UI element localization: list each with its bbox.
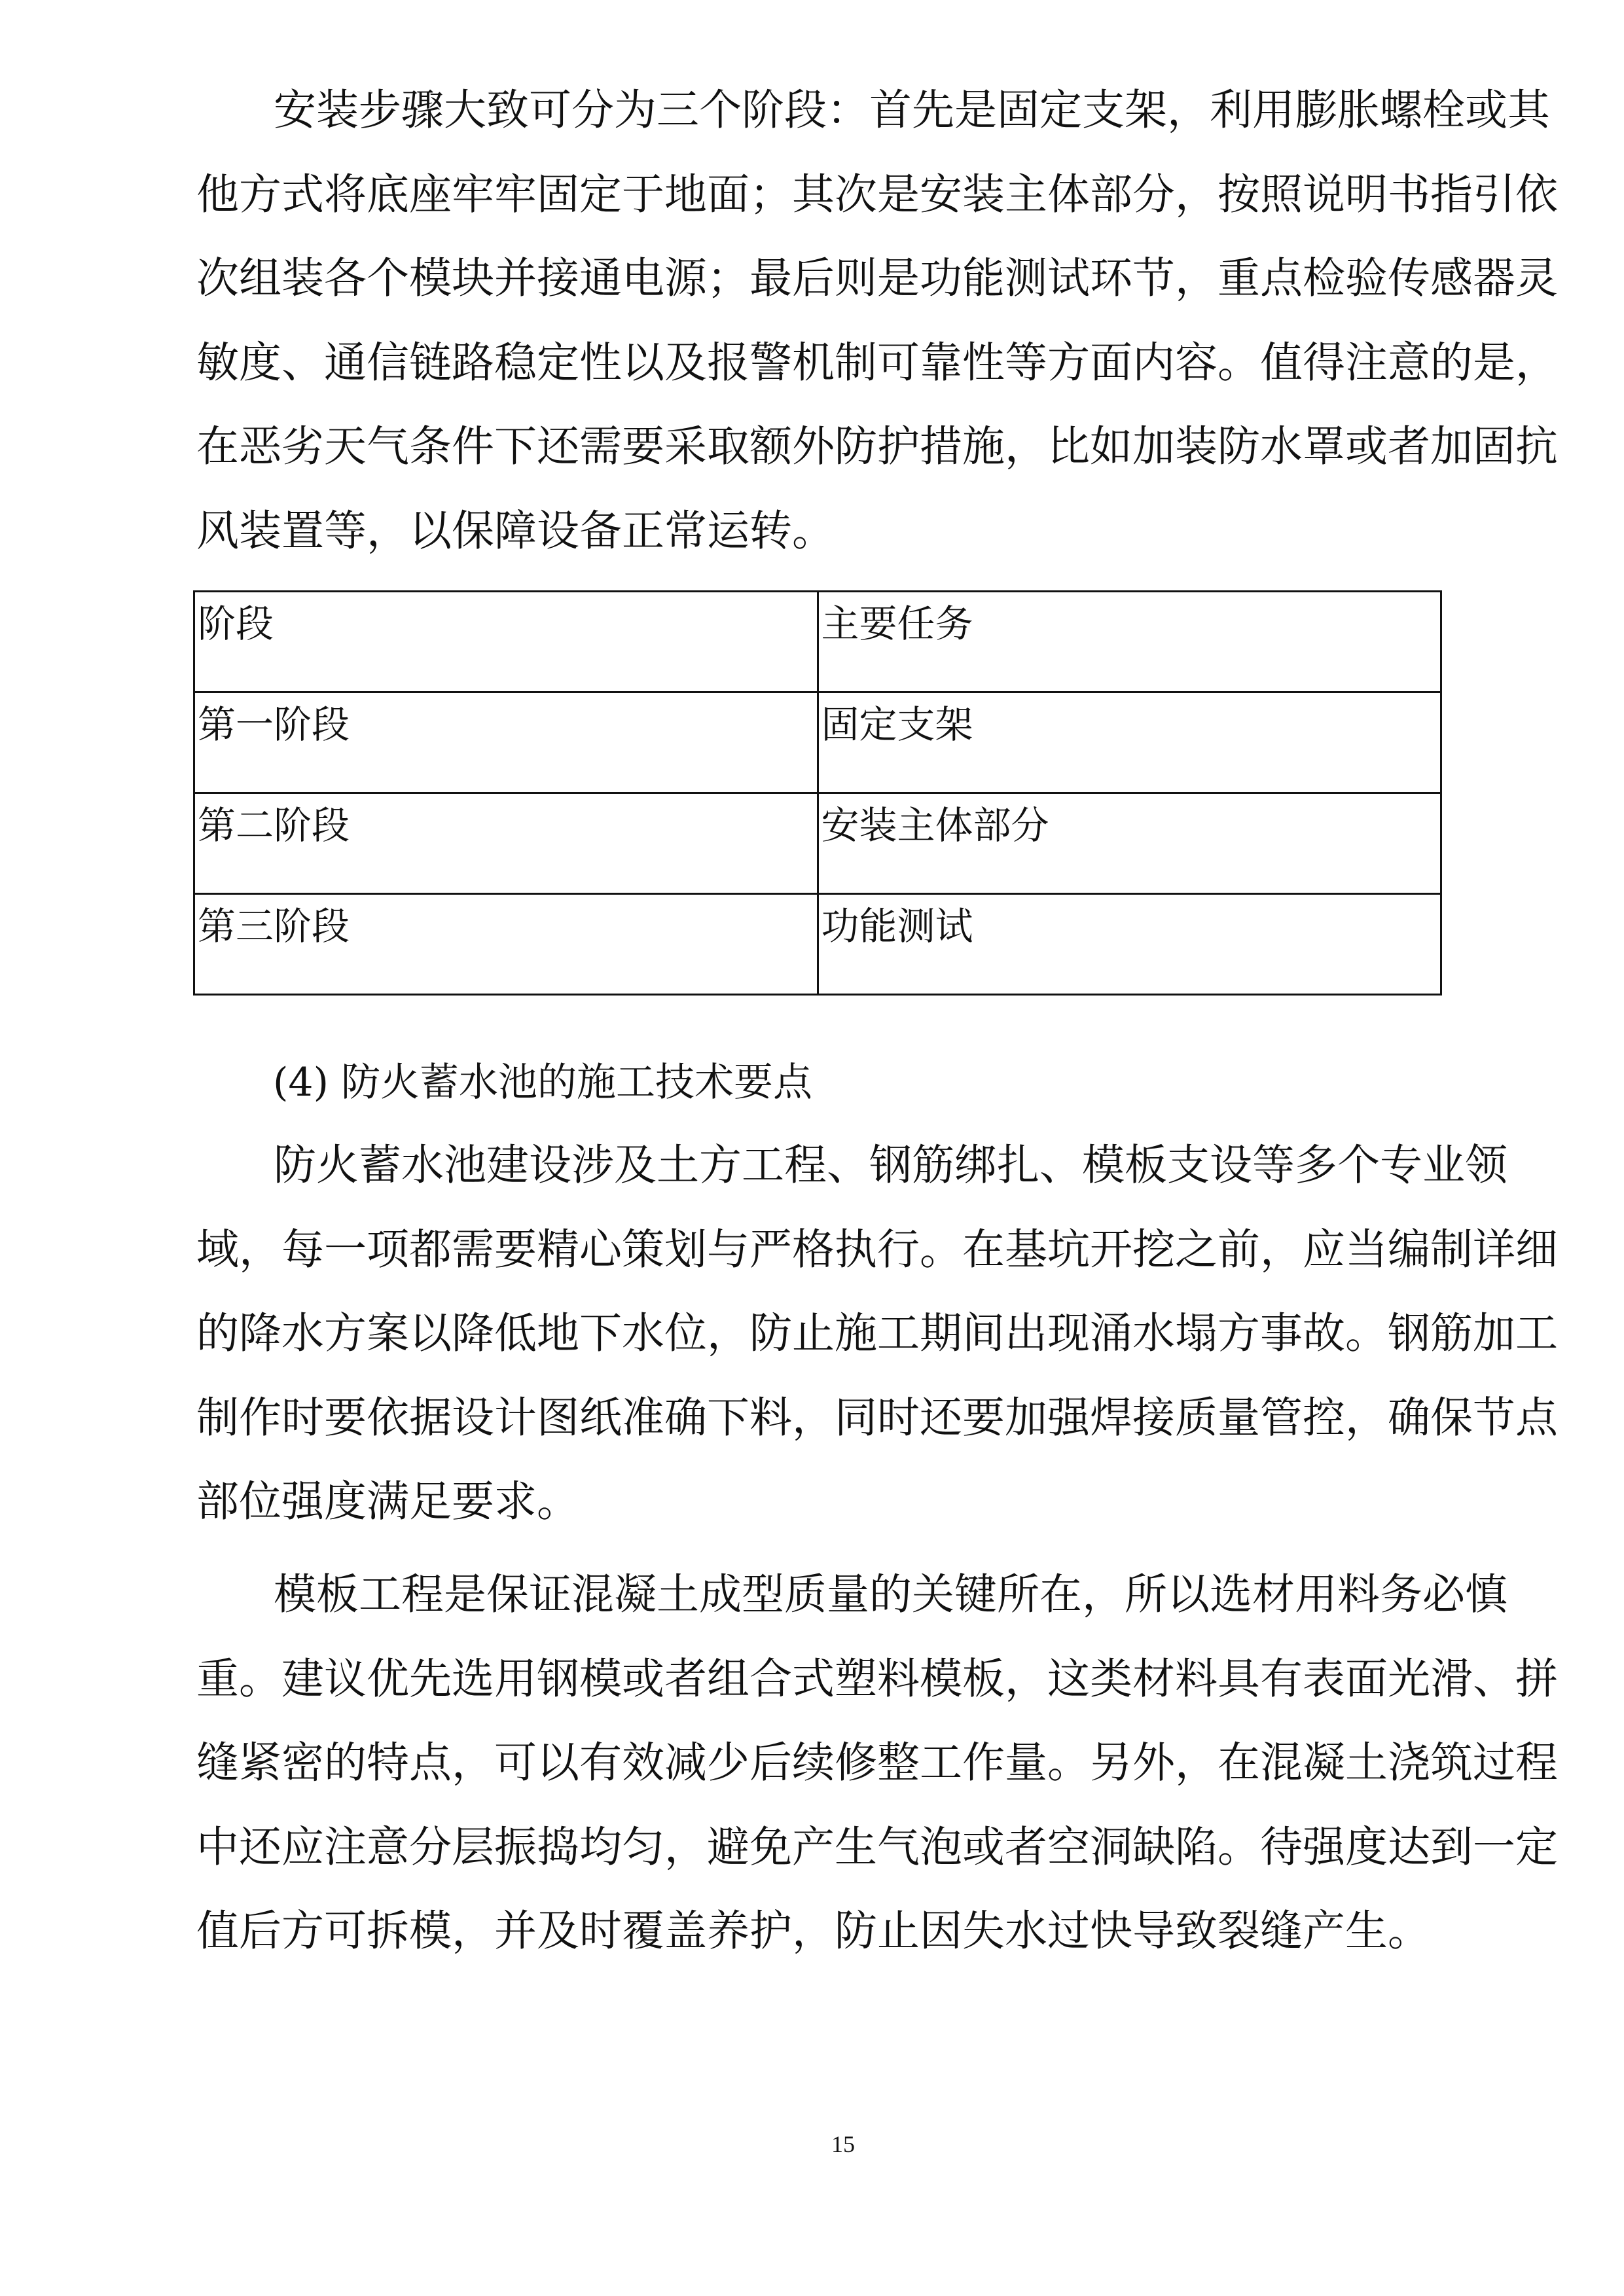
table-cell: 第二阶段 xyxy=(194,793,818,894)
table-header-row xyxy=(194,592,1441,692)
table-header-cell: 阶段 xyxy=(194,592,818,692)
table-cell: 固定支架 xyxy=(818,692,1441,793)
table-cell: 功能测试 xyxy=(818,894,1441,995)
text-line: 次组装各个模块并接通电源；最后则是功能测试环节，重点检验传感器灵 xyxy=(196,254,1559,303)
text-line: 值后方可拆模，并及时覆盖养护，防止因失水过快导致裂缝产生。 xyxy=(196,1907,1431,1956)
text-line: 的降水方案以降低地下水位，防止施工期间出现涌水塌方事故。钢筋加工 xyxy=(196,1309,1559,1358)
table-row xyxy=(194,793,1441,894)
text-line: 缝紧密的特点，可以有效减少后续修整工作量。另外，在混凝土浇筑过程 xyxy=(196,1738,1559,1787)
text-line: 防火蓄水池建设涉及土方工程、钢筋绑扎、模板支设等多个专业领 xyxy=(274,1141,1508,1190)
text-line: 部位强度满足要求。 xyxy=(196,1477,580,1526)
text-line: 风装置等，以保障设备正常运转。 xyxy=(196,506,835,556)
paragraph-installation-steps xyxy=(196,69,1559,573)
text-line: 制作时要依据设计图纸准确下料，同时还要加强焊接质量管控，确保节点 xyxy=(196,1393,1559,1443)
text-line: 中还应注意分层振捣均匀，避免产生气泡或者空洞缺陷。待强度达到一定 xyxy=(196,1822,1559,1872)
text-line: 域，每一项都需要精心策划与严格执行。在基坑开挖之前，应当编制详细 xyxy=(196,1225,1559,1274)
text-line: 重。建议优先选用钢模或者组合式塑料模板，这类材料具有表面光滑、拼 xyxy=(196,1654,1559,1704)
page-number: 15 xyxy=(831,2131,855,2157)
text-line: 在恶劣天气条件下还需要采取额外防护措施，比如加装防水罩或者加固抗 xyxy=(196,422,1559,471)
table-header-cell: 主要任务 xyxy=(818,592,1441,692)
section-heading: (4) 防火蓄水池的施工技术要点 xyxy=(273,1060,813,1105)
text-line: 模板工程是保证混凝土成型质量的关键所在，所以选材用料务必慎 xyxy=(274,1570,1508,1619)
table-row xyxy=(194,894,1441,995)
text-line: 他方式将底座牢牢固定于地面；其次是安装主体部分，按照说明书指引依 xyxy=(196,170,1559,219)
table-cell: 安装主体部分 xyxy=(818,793,1441,894)
text-line: 敏度、通信链路稳定性以及报警机制可靠性等方面内容。值得注意的是， xyxy=(196,338,1559,387)
table-row xyxy=(194,692,1441,793)
table-cell: 第一阶段 xyxy=(194,692,818,793)
stages-table xyxy=(193,590,1442,996)
paragraph-fire-pool-construction xyxy=(196,1124,1559,1545)
text-line: 安装步骤大致可分为三个阶段：首先是固定支架，利用膨胀螺栓或其 xyxy=(274,86,1551,135)
table-cell: 第三阶段 xyxy=(194,894,818,995)
paragraph-formwork xyxy=(196,1553,1559,1974)
